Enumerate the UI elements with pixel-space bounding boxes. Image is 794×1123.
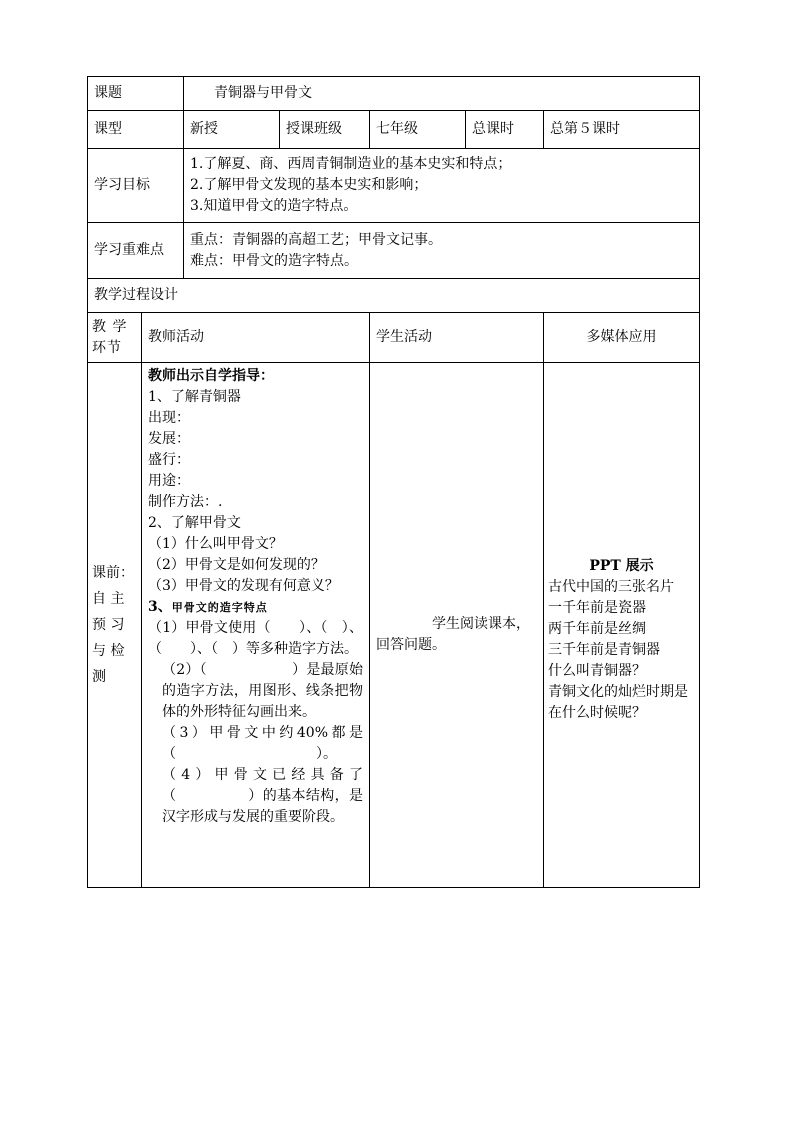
preview-row bbox=[88, 363, 700, 888]
media-line: 什么叫青铜器？ bbox=[548, 663, 646, 679]
topic-value: 青铜器与甲骨文 bbox=[184, 77, 700, 111]
goals-row bbox=[88, 149, 700, 223]
teacher-heading: 教师出示自学指导： bbox=[148, 368, 274, 384]
goal-item: 3.知道甲骨文的造字特点。 bbox=[190, 198, 358, 214]
media-application bbox=[544, 363, 700, 888]
process-title-row bbox=[88, 279, 700, 313]
goal-item: 2.了解甲骨文发现的基本史实和影响； bbox=[190, 177, 428, 193]
media-line: 古代中国的三张名片 bbox=[548, 579, 674, 595]
class-label: 授课班级 bbox=[280, 111, 370, 149]
media-line: 一千年前是瓷器 bbox=[548, 600, 646, 616]
teacher-item: （1）甲骨文使用（ ）、（ ）、（ ）、（ ）等多种造字方法。 bbox=[148, 620, 363, 657]
teacher-line: （1）什么叫甲骨文？ bbox=[148, 536, 283, 552]
step-header: 教 学 环节 bbox=[88, 313, 142, 363]
media-line: 三千年前是青铜器 bbox=[548, 642, 660, 658]
student-header: 学生活动 bbox=[370, 313, 544, 363]
goal-item: 1.了解夏、商、西周青铜制造业的基本史实和特点； bbox=[190, 156, 512, 172]
student-activity bbox=[370, 363, 544, 888]
topic-row bbox=[88, 77, 700, 111]
lesson-plan-table bbox=[87, 76, 700, 888]
stage-label: 课前： 自 主 预 习 与 检 测 bbox=[88, 363, 142, 888]
student-text: 学生阅读课本，回答问题。 bbox=[376, 616, 530, 653]
media-line: 两千年前是丝绸 bbox=[548, 621, 646, 637]
media-line: 青铜文化的灿烂时期是在什么时候呢？ bbox=[548, 684, 688, 721]
key-item: 重点：青铜器的高超工艺；甲骨文记事。 bbox=[190, 231, 442, 248]
process-title: 教学过程设计 bbox=[88, 279, 700, 313]
total-label: 总课时 bbox=[466, 111, 544, 149]
media-title: PPT 展示 bbox=[589, 558, 654, 574]
process-header-row bbox=[88, 313, 700, 363]
media-header: 多媒体应用 bbox=[544, 313, 700, 363]
teacher-line: 1、了解青铜器 bbox=[148, 389, 241, 405]
teacher-line: （2）甲骨文是如何发现的？ bbox=[148, 557, 325, 573]
teacher-line: 制作方法：. bbox=[148, 494, 223, 510]
goals-label: 学习目标 bbox=[88, 149, 184, 223]
teacher-line: 2、了解甲骨文 bbox=[148, 515, 241, 531]
keys-row bbox=[88, 223, 700, 279]
goals-list bbox=[184, 149, 700, 223]
key-item: 难点：甲骨文的造字特点。 bbox=[190, 252, 358, 269]
keys-list bbox=[184, 223, 700, 279]
type-value: 新授 bbox=[184, 111, 280, 149]
teacher-item: （4）甲骨文已经具备了（ ）的基本结构，是汉字形成与发展的重要阶段。 bbox=[162, 767, 363, 825]
teacher-line: 出现： bbox=[148, 410, 190, 426]
lesson-plan-sheet bbox=[87, 76, 699, 888]
teacher-item: （2）（ ）是最原始的造字方法，用图形、线条把物体的外形特征勾画出来。 bbox=[162, 662, 363, 720]
teacher-line: 发展： bbox=[148, 431, 190, 447]
teacher-activity bbox=[142, 363, 370, 888]
teacher-line: 盛行： bbox=[148, 452, 190, 468]
type-label: 课型 bbox=[88, 111, 184, 149]
teacher-item: （3）甲骨文中约40%都是（ ）。 bbox=[162, 725, 363, 762]
section3-heading: 3、甲骨文的造字特点 bbox=[148, 599, 268, 615]
teacher-line: 用途： bbox=[148, 473, 190, 489]
topic-label: 课题 bbox=[88, 77, 184, 111]
teacher-header: 教师活动 bbox=[142, 313, 370, 363]
total-value: 总第５课时 bbox=[544, 111, 700, 149]
type-row bbox=[88, 111, 700, 149]
teacher-line: （3）甲骨文的发现有何意义？ bbox=[148, 578, 339, 594]
class-value: 七年级 bbox=[370, 111, 466, 149]
keys-label: 学习重难点 bbox=[88, 223, 184, 279]
